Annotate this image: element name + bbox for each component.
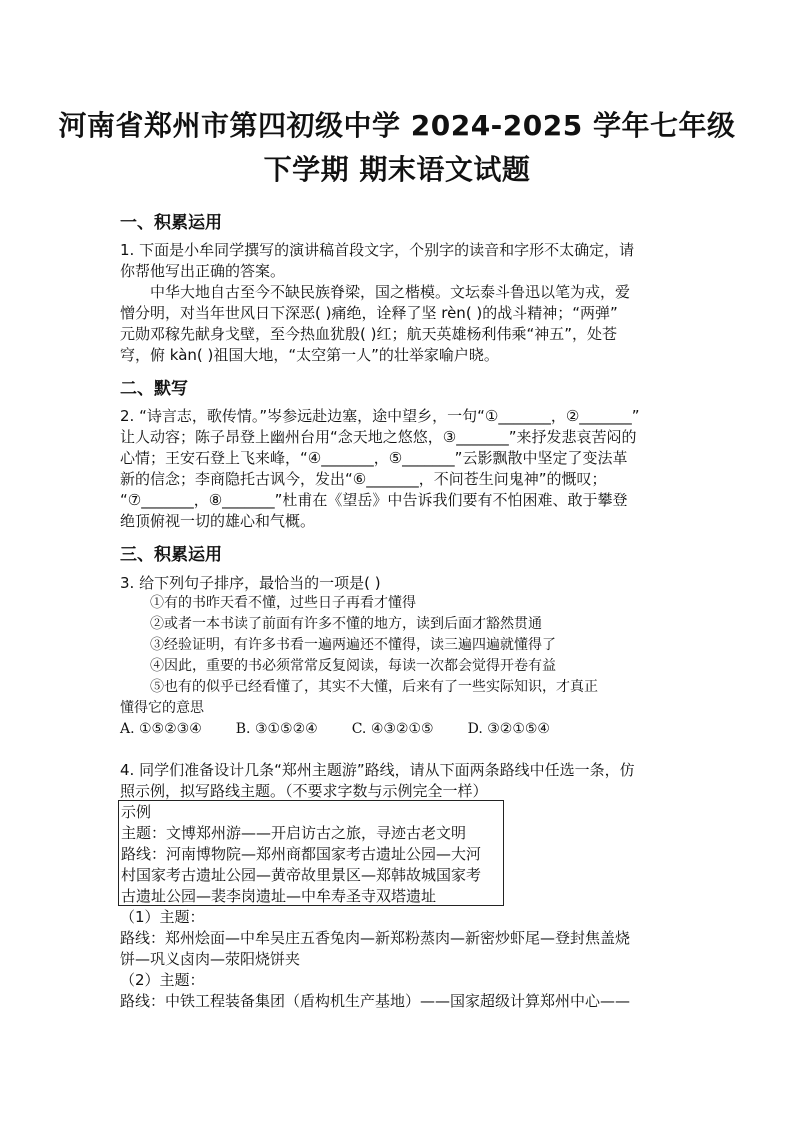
q1-prompt-line2: 你帮他写出正确的答案。 xyxy=(120,262,286,280)
q4-part1-route-line1: 路线：郑州烩面—中牟吴庄五香兔肉—新郑粉蒸肉—新密炒虾尾—登封焦盖烧 xyxy=(120,929,631,947)
q4-example-heading: 示例 xyxy=(121,803,152,821)
q4-prompt-line2: 照示例，拟写路线主题。（不要求字数与示例完全一样） xyxy=(120,782,488,800)
q1-prompt-line1: 1. 下面是小牟同学撰写的演讲稿首段文字，个别字的读音和字形不太确定，请 xyxy=(120,241,635,259)
q4-prompt-line1: 4. 同学们准备设计几条“郑州主题游”路线，请从下面两条路线中任选一条，仿 xyxy=(120,761,635,779)
q1-body-line2: 憎分明，对当年世风日下深恶( )痛绝，诠释了坚 rèn( )的战斗精神；“两弹” xyxy=(120,304,618,322)
q3-sentence-4: ④因此，重要的书必须常常反复阅读，每读一次都会觉得开卷有益 xyxy=(150,658,556,674)
q2-line3: 心情；王安石登上飞来峰，“④_______，⑤_______”云影飘散中坚定了变法革 xyxy=(120,449,628,467)
q1-body-line4: 穹，俯 kàn( )祖国大地，“太空第一人”的壮举家喻户晓。 xyxy=(120,346,499,364)
q4-example-route-line3: 古遗址公园—裴李岗遗址—中牟寿圣寺双塔遗址 xyxy=(121,887,437,905)
page-title-line2: 下学期 期末语文试题 xyxy=(263,153,531,186)
section-heading-3: 三、积累运用 xyxy=(120,545,222,565)
q2-line2: 让人动容；陈子昂登上幽州台用“念天地之悠悠，③_______”来抒发悲哀苦闷的 xyxy=(120,428,637,446)
q1-body-line1: 中华大地自古至今不缺民族脊梁，国之楷模。文坛泰斗鲁迅以笔为戎，爱 xyxy=(150,283,631,301)
question-4 xyxy=(120,760,680,802)
q3-sentence-5b: 懂得它的意思 xyxy=(120,700,204,716)
q3-sentence-1: ①有的书昨天看不懂，过些日子再看才懂得 xyxy=(150,595,416,611)
q4-part1-label: （1）主题： xyxy=(120,908,205,926)
question-3 xyxy=(120,573,680,594)
q3-option-a: A. ①⑤②③④ xyxy=(120,721,202,737)
q4-example-route-line1: 路线：河南博物院—郑州商都国家考古遗址公园—大河 xyxy=(121,845,482,863)
section-heading-2: 二、默写 xyxy=(120,379,188,399)
q4-part2-route-line1: 路线：中铁工程装备集团（盾构机生产基地）——国家超级计算郑州中心—— xyxy=(120,992,631,1010)
page-title-line1: 河南省郑州市第四初级中学 2024-2025 学年七年级 xyxy=(58,109,736,142)
q2-line5: “⑦_______，⑧_______”杜甫在《望岳》中告诉我们要有不怕困难、敢于攀登 xyxy=(120,491,628,509)
q3-prompt: 3. 给下列句子排序，最恰当的一项是( ) xyxy=(120,574,381,592)
q4-part2-label: （2）主题： xyxy=(120,971,205,989)
q3-sentence-2: ②或者一本书读了前面有许多不懂的地方，读到后面才豁然贯通 xyxy=(150,616,542,632)
q3-sentences xyxy=(120,593,680,740)
q2-line4: 新的信念；李商隐托古讽今，发出“⑥_______，不问苍生问鬼神”的慨叹； xyxy=(120,470,607,488)
question-2 xyxy=(120,406,680,532)
section-heading-1: 一、积累运用 xyxy=(120,213,222,233)
q3-sentence-5a: ⑤也有的似乎已经看懂了，其实不大懂，后来有了一些实际知识，才真正 xyxy=(150,679,598,695)
q3-option-b: B. ③①⑤②④ xyxy=(235,721,318,737)
q3-option-c: C. ④③②①⑤ xyxy=(351,721,434,737)
q4-example-theme: 主题：文博郑州游——开启访古之旅，寻迹古老文明 xyxy=(121,824,467,842)
q2-line1: 2. “诗言志，歌传情。”岑参远赴边塞，途中望乡，一句“①_______，②_______” xyxy=(120,407,640,425)
q4-answers xyxy=(120,907,680,1012)
q3-options xyxy=(120,719,680,740)
q2-line6: 绝顶俯视一切的雄心和气概。 xyxy=(120,512,316,530)
q4-example-route-line2: 村国家考古遗址公园—黄帝故里景区—郑韩故城国家考 xyxy=(121,866,482,884)
q3-option-d: D. ③②①⑤④ xyxy=(467,721,550,737)
question-1 xyxy=(120,240,680,366)
q1-body-line3: 元勋邓稼先献身戈壁，至今热血犹殷( )红；航天英雄杨利伟乘“神五”，处苍 xyxy=(120,325,618,343)
q3-sentence-3: ③经验证明，有许多书看一遍两遍还不懂得，读三遍四遍就懂得了 xyxy=(150,637,556,653)
q4-example-box xyxy=(118,800,504,906)
q4-part1-route-line2: 饼—巩义卤肉—荥阳烧饼夹 xyxy=(120,950,301,968)
